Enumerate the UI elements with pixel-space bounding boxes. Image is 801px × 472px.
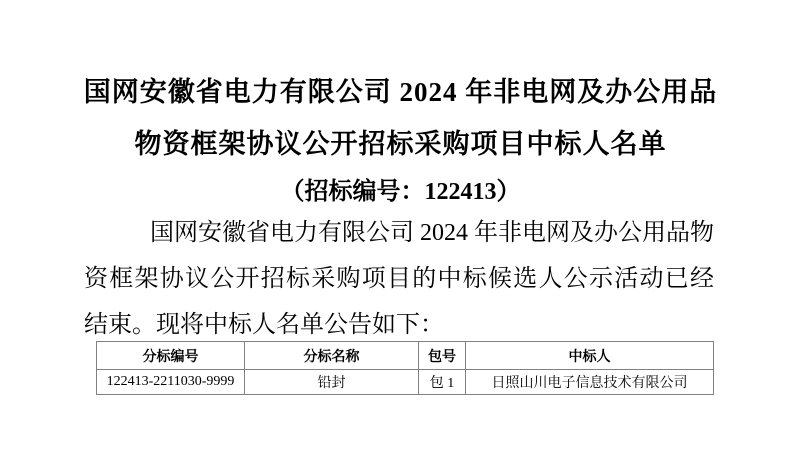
- cell-winner: 日照山川电子信息技术有限公司: [466, 370, 714, 395]
- body-paragraph-line-2: 资框架协议公开招标采购项目的中标候选人公示活动已经: [84, 266, 714, 292]
- cell-package-number: 包 1: [419, 370, 466, 395]
- document-title-line-1: 国网安徽省电力有限公司 2024 年非电网及办公用品: [83, 77, 718, 107]
- table-row: [97, 370, 714, 395]
- column-header-section-number: 分标编号: [97, 342, 245, 370]
- body-paragraph-line-3: 结束。现将中标人名单公告如下：: [84, 312, 444, 338]
- column-header-section-name: 分标名称: [245, 342, 419, 370]
- body-paragraph: [84, 210, 714, 348]
- bid-number-subtitle: （招标编号：122413）: [280, 179, 521, 205]
- table-header-row: [97, 342, 714, 370]
- column-header-winner: 中标人: [466, 342, 714, 370]
- document-title-line-2: 物资框架协议公开招标采购项目中标人名单: [134, 129, 667, 159]
- column-header-package-number: 包号: [419, 342, 466, 370]
- cell-section-number: 122413-2211030-9999: [97, 370, 245, 395]
- body-paragraph-line-1: 国网安徽省电力有限公司 2024 年非电网及办公用品物: [150, 220, 714, 246]
- cell-section-name: 铅封: [245, 370, 419, 395]
- winner-table: [96, 341, 714, 395]
